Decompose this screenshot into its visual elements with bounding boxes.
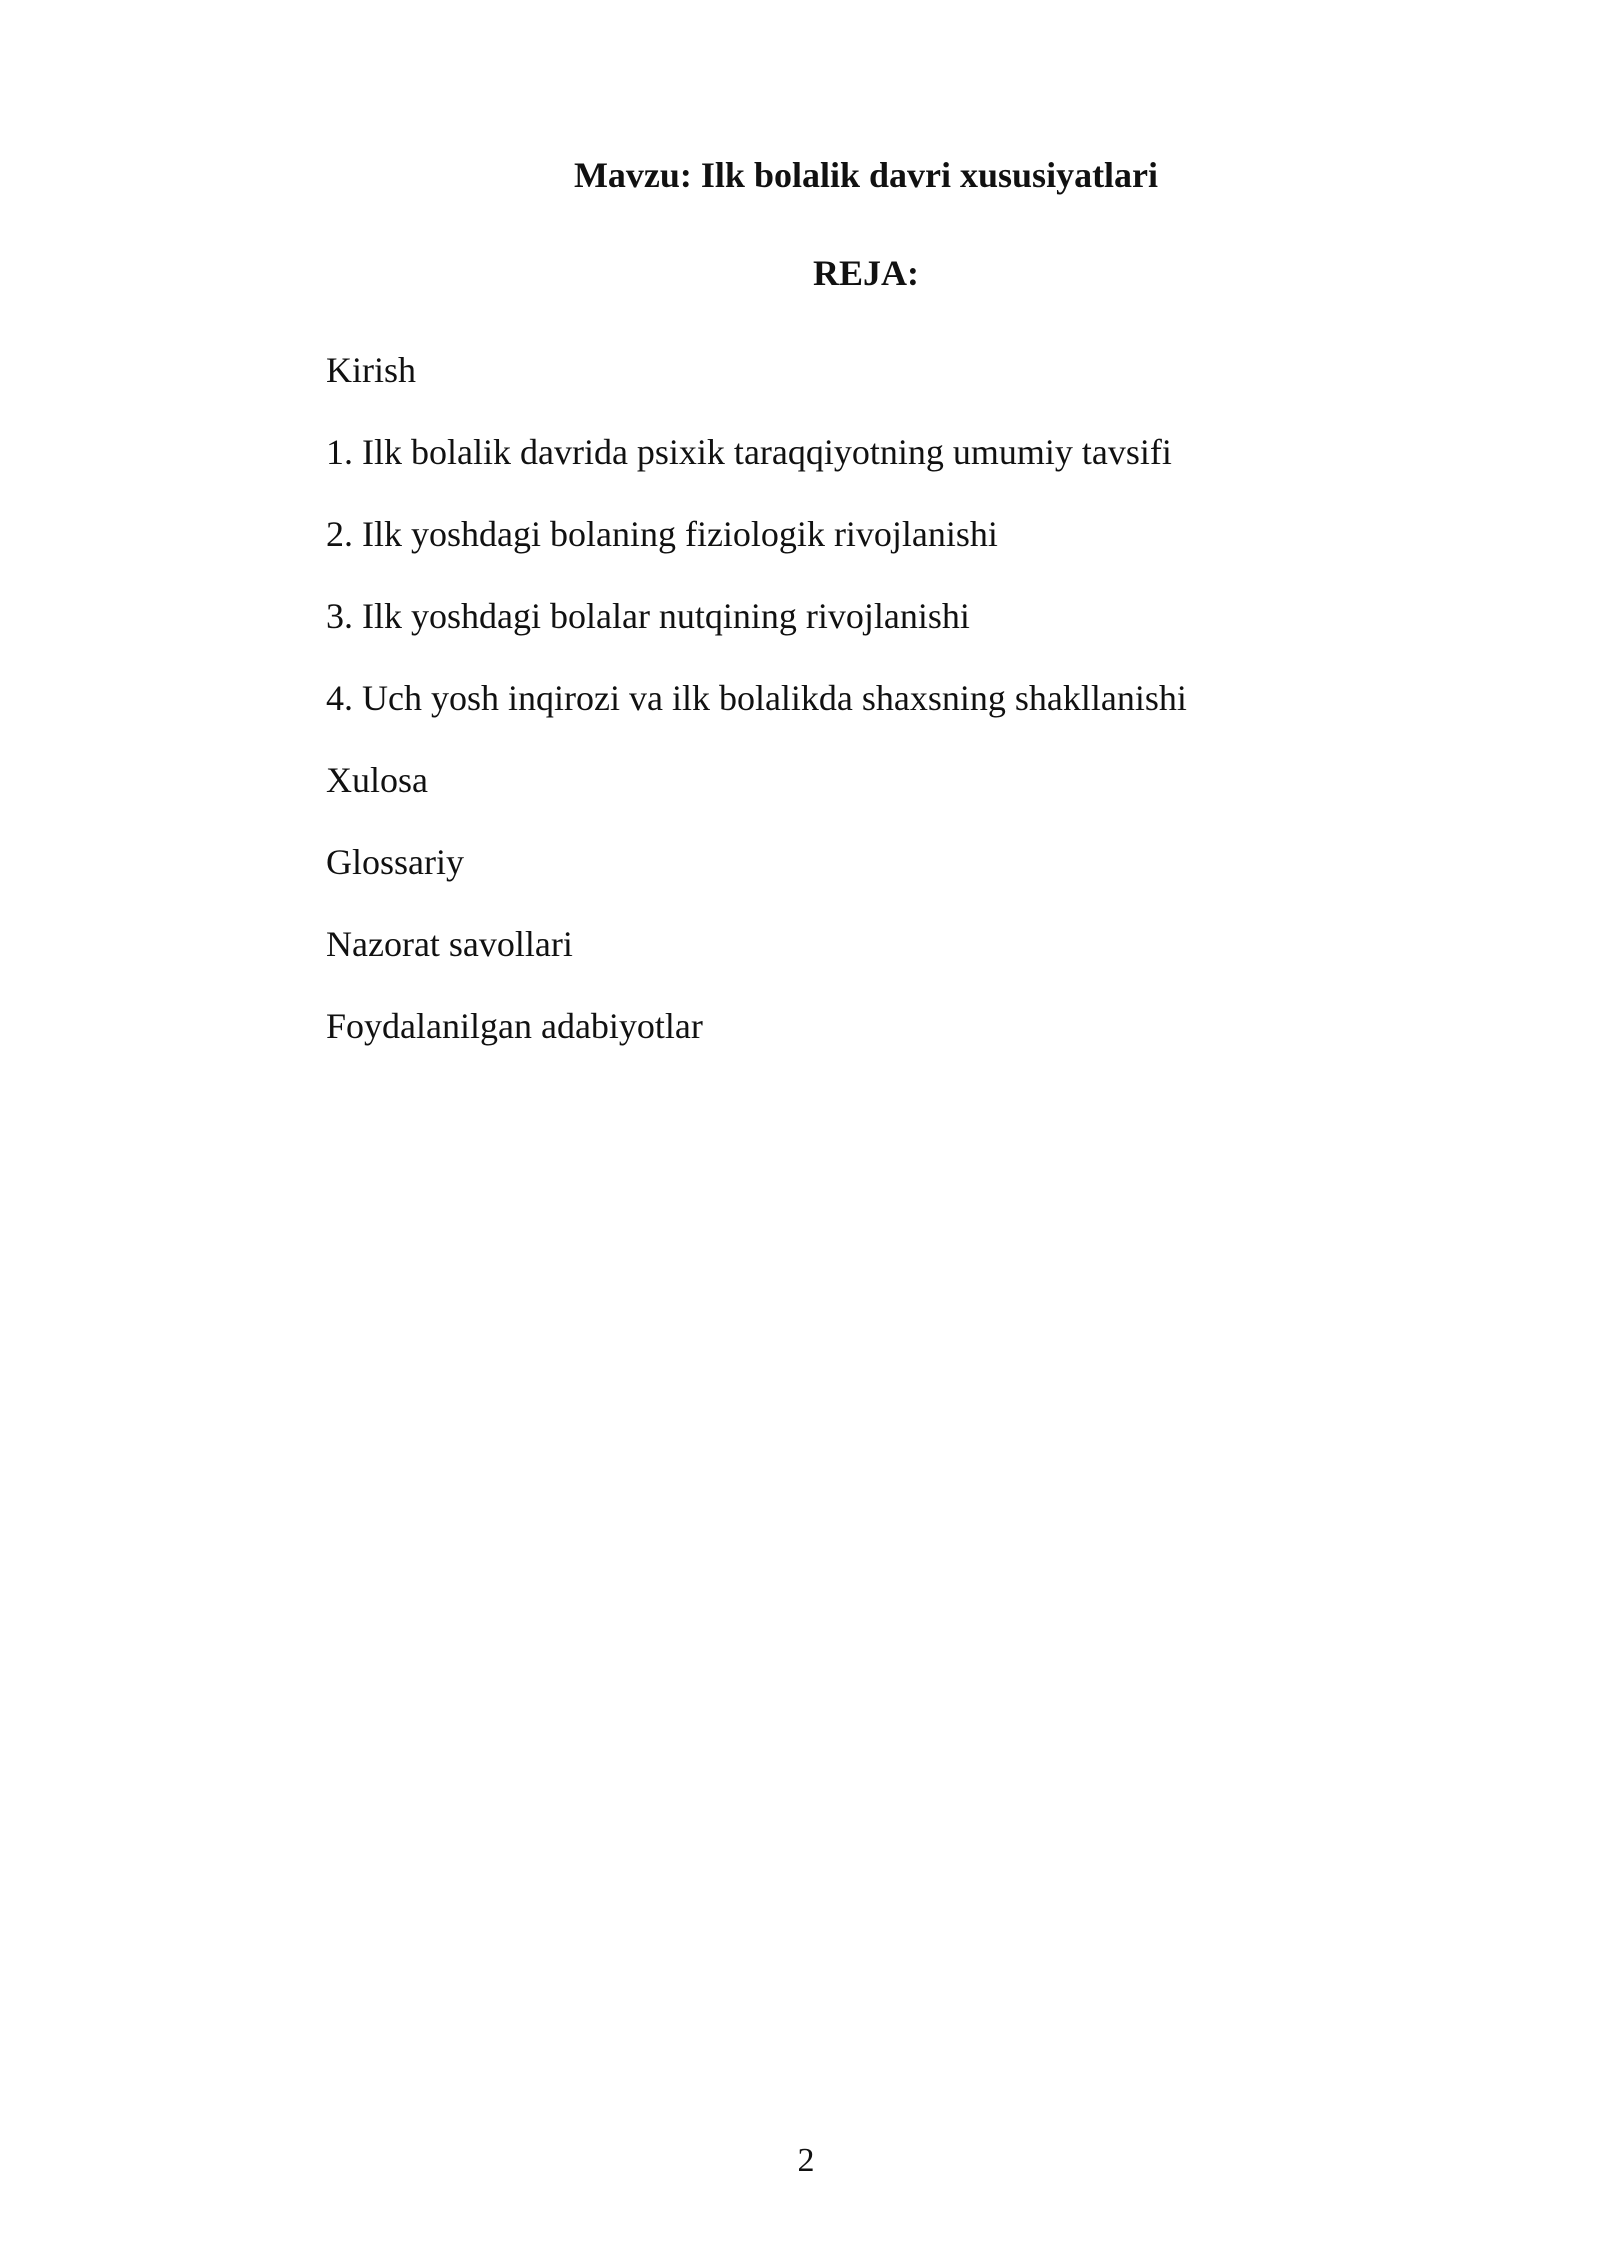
plan-item: 3. Ilk yoshdagi bolalar nutqining rivojlanishi <box>326 596 970 636</box>
plan-item: 1. Ilk bolalik davrida psixik taraqqiyotning umumiy tavsifi <box>326 432 1172 472</box>
plan-item: Xulosa <box>326 760 428 800</box>
plan-item: 2. Ilk yoshdagi bolaning fiziologik rivojlanishi <box>326 514 998 554</box>
plan-item: Glossariy <box>326 842 464 882</box>
plan-item: 4. Uch yosh inqirozi va ilk bolalikda shaxsning shakllanishi <box>326 678 1187 718</box>
plan-item: Kirish <box>326 350 416 390</box>
plan-list <box>326 348 1187 1086</box>
plan-item: Foydalanilgan adabiyotlar <box>326 1006 703 1046</box>
plan-heading: REJA: <box>813 253 919 293</box>
plan-item: Nazorat savollari <box>326 924 573 964</box>
page-number: 2 <box>797 2142 815 2179</box>
page-title: Mavzu: Ilk bolalik davri xususiyatlari <box>573 155 1159 195</box>
